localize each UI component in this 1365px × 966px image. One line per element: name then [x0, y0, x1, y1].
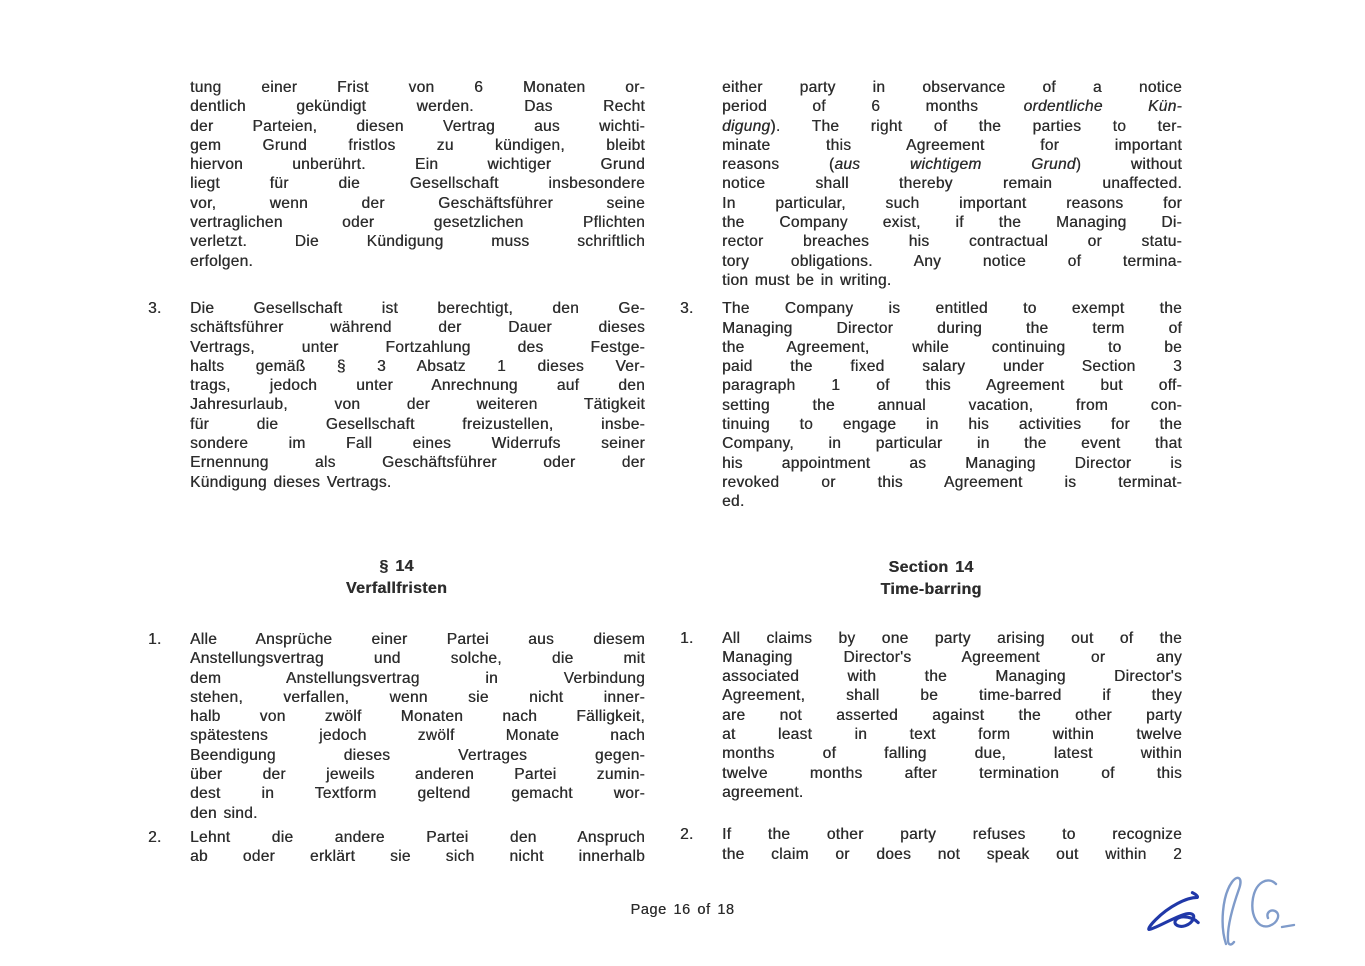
text-line: Kündigung dieses Vertrags. — [190, 473, 392, 491]
section-heading — [680, 557, 1182, 601]
text-line: All claims by one party arising out of the — [722, 629, 1182, 647]
text-line: months of falling due, latest within — [722, 745, 1182, 763]
text-line: notice shall thereby remain unaffected. — [722, 175, 1182, 193]
text-line: ed. — [722, 493, 745, 511]
clause-text — [722, 78, 1182, 290]
text-line: Die Gesellschaft ist berechtigt, den Ge- — [190, 299, 645, 317]
clause-text — [190, 299, 645, 492]
signature-ink-light — [1223, 878, 1294, 945]
text-line: Ernennung als Geschäftsführer oder der — [190, 454, 645, 472]
text-line: Alle Ansprüche einer Partei aus diesem — [190, 630, 645, 648]
text-line: über der jeweils anderen Partei zumin- — [190, 766, 645, 784]
text-line: Vertrags, unter Fortzahlung des Festge- — [190, 338, 645, 356]
item-number: 2. — [148, 828, 162, 846]
text-line: either party in observance of a notice — [722, 79, 1182, 96]
text-line: Anstellungsvertrag und solche, die mit — [190, 650, 645, 668]
signature-area — [1138, 870, 1313, 958]
section-heading-line: Section 14 — [888, 558, 974, 576]
numbered-clause — [680, 825, 1182, 864]
text-line: associated with the Managing Director's — [722, 668, 1182, 686]
text-line: his appointment as Managing Director is — [722, 454, 1182, 472]
text-line: reasons (aus wichtigem Grund) without — [722, 156, 1183, 174]
clause-text — [722, 299, 1182, 511]
text-line: ab oder erklärt sie sich nicht innerhalb — [190, 848, 645, 866]
page-footer: Page 16 of 18 — [630, 902, 735, 918]
text-line: If the other party refuses to recognize — [722, 826, 1182, 844]
numbered-clause — [680, 299, 1182, 511]
text-line: In particular, such important reasons for — [722, 194, 1182, 212]
text-line: digung). The right of the parties to ter- — [722, 117, 1182, 135]
text-line: Jahresurlaub, von der weiteren Tätigkeit — [190, 396, 645, 414]
numbered-clause — [680, 629, 1182, 803]
column-german — [148, 78, 645, 867]
numbered-clause — [148, 828, 645, 867]
text-line: sondere im Fall eines Widerrufs seiner — [190, 435, 645, 453]
text-line: spätestens jedoch zwölf Monate nach — [190, 727, 645, 745]
item-number: 1. — [680, 629, 694, 647]
signature-ink-dark — [1149, 893, 1199, 930]
text-line: erfolgen. — [190, 252, 254, 270]
text-line: at least in text form within twelve — [722, 726, 1182, 744]
text-line: halb von zwölf Monaten nach Fälligkeit, — [190, 708, 645, 726]
text-line: Lehnt die andere Partei den Anspruch — [190, 828, 645, 846]
text-line: tinuing to engage in his activities for the — [722, 416, 1182, 434]
text-line: tung einer Frist von 6 Monaten or- — [190, 79, 645, 96]
text-line: vertraglichen oder gesetzlichen Pflichten — [190, 214, 645, 232]
item-number: 2. — [680, 826, 694, 844]
clause-text — [190, 78, 645, 271]
text-line: liegt für die Gesellschaft insbesondere — [190, 175, 645, 193]
text-line: schäftsführer während der Dauer dieses — [190, 319, 645, 337]
clause-text — [722, 825, 1182, 864]
column-english — [680, 78, 1182, 864]
text-line: the Company exist, if the Managing Di- — [722, 214, 1182, 232]
text-line: dem Anstellungsvertrag in Verbindung — [190, 669, 645, 687]
text-line: Managing Director's Agreement or any — [722, 648, 1182, 666]
section-heading-line: Verfallfristen — [345, 579, 448, 597]
section-heading-line: Time-barring — [880, 580, 982, 598]
text-line: The Company is entitled to exempt the — [722, 300, 1182, 318]
signature-initials-1 — [1144, 888, 1204, 936]
text-line: are not asserted against the other party — [722, 706, 1182, 724]
text-line: paragraph 1 of this Agreement but off- — [722, 377, 1182, 395]
numbered-clause — [148, 299, 645, 492]
text-line: Managing Director during the term of — [722, 319, 1182, 337]
continuation-paragraph — [148, 78, 645, 271]
item-number: 3. — [148, 299, 162, 317]
text-line: setting the annual vacation, from con- — [722, 396, 1182, 414]
continuation-paragraph — [680, 78, 1182, 290]
text-line: tory obligations. Any notice of termina- — [722, 252, 1182, 270]
text-line: Agreement, shall be time-barred if they — [722, 687, 1182, 705]
text-line: hiervon unberührt. Ein wichtiger Grund — [190, 156, 645, 174]
text-line: halts gemäß § 3 Absatz 1 dieses Ver- — [190, 357, 645, 375]
text-line: Beendigung dieses Vertrages gegen- — [190, 746, 645, 764]
clause-text — [722, 629, 1182, 803]
section-heading — [148, 556, 645, 600]
text-line: trags, jedoch unter Anrechnung auf den — [190, 377, 645, 395]
text-line: the claim or does not speak out within 2 — [722, 845, 1182, 863]
clause-text — [190, 630, 645, 823]
item-number: 3. — [680, 300, 694, 318]
text-line: stehen, verfallen, wenn sie nicht inner- — [190, 688, 645, 706]
text-line: the Agreement, while continuing to be — [722, 338, 1182, 356]
text-line: dentlich gekündigt werden. Das Recht — [190, 98, 645, 116]
text-line: den sind. — [190, 804, 258, 822]
text-line: agreement. — [722, 783, 804, 801]
text-line: der Parteien, diesen Vertrag aus wichti- — [190, 117, 645, 135]
text-line: verletzt. Die Kündigung muss schriftlich — [190, 233, 645, 251]
section-heading-line: § 14 — [379, 557, 414, 575]
text-line: Company, in particular in the event that — [722, 435, 1182, 453]
text-line: gem Grund fristlos zu kündigen, bleibt — [190, 136, 645, 154]
item-number: 1. — [148, 630, 162, 648]
text-line: twelve months after termination of this — [722, 764, 1182, 782]
signature-initials-2 — [1212, 872, 1304, 952]
text-line: minate this Agreement for important — [722, 136, 1182, 154]
text-line: dest in Textform geltend gemacht wor- — [190, 785, 645, 803]
text-line: period of 6 months ordentliche Kün- — [722, 98, 1182, 116]
text-line: paid the fixed salary under Section 3 — [722, 358, 1182, 376]
text-line: tion must be in writing. — [722, 271, 892, 289]
text-line: vor, wenn der Geschäftsführer seine — [190, 194, 645, 212]
text-line: rector breaches his contractual or statu- — [722, 233, 1182, 251]
numbered-clause — [148, 630, 645, 823]
text-line: für die Gesellschaft freizustellen, insbe- — [190, 415, 645, 433]
text-line: revoked or this Agreement is terminat- — [722, 473, 1182, 491]
clause-text — [190, 828, 645, 867]
